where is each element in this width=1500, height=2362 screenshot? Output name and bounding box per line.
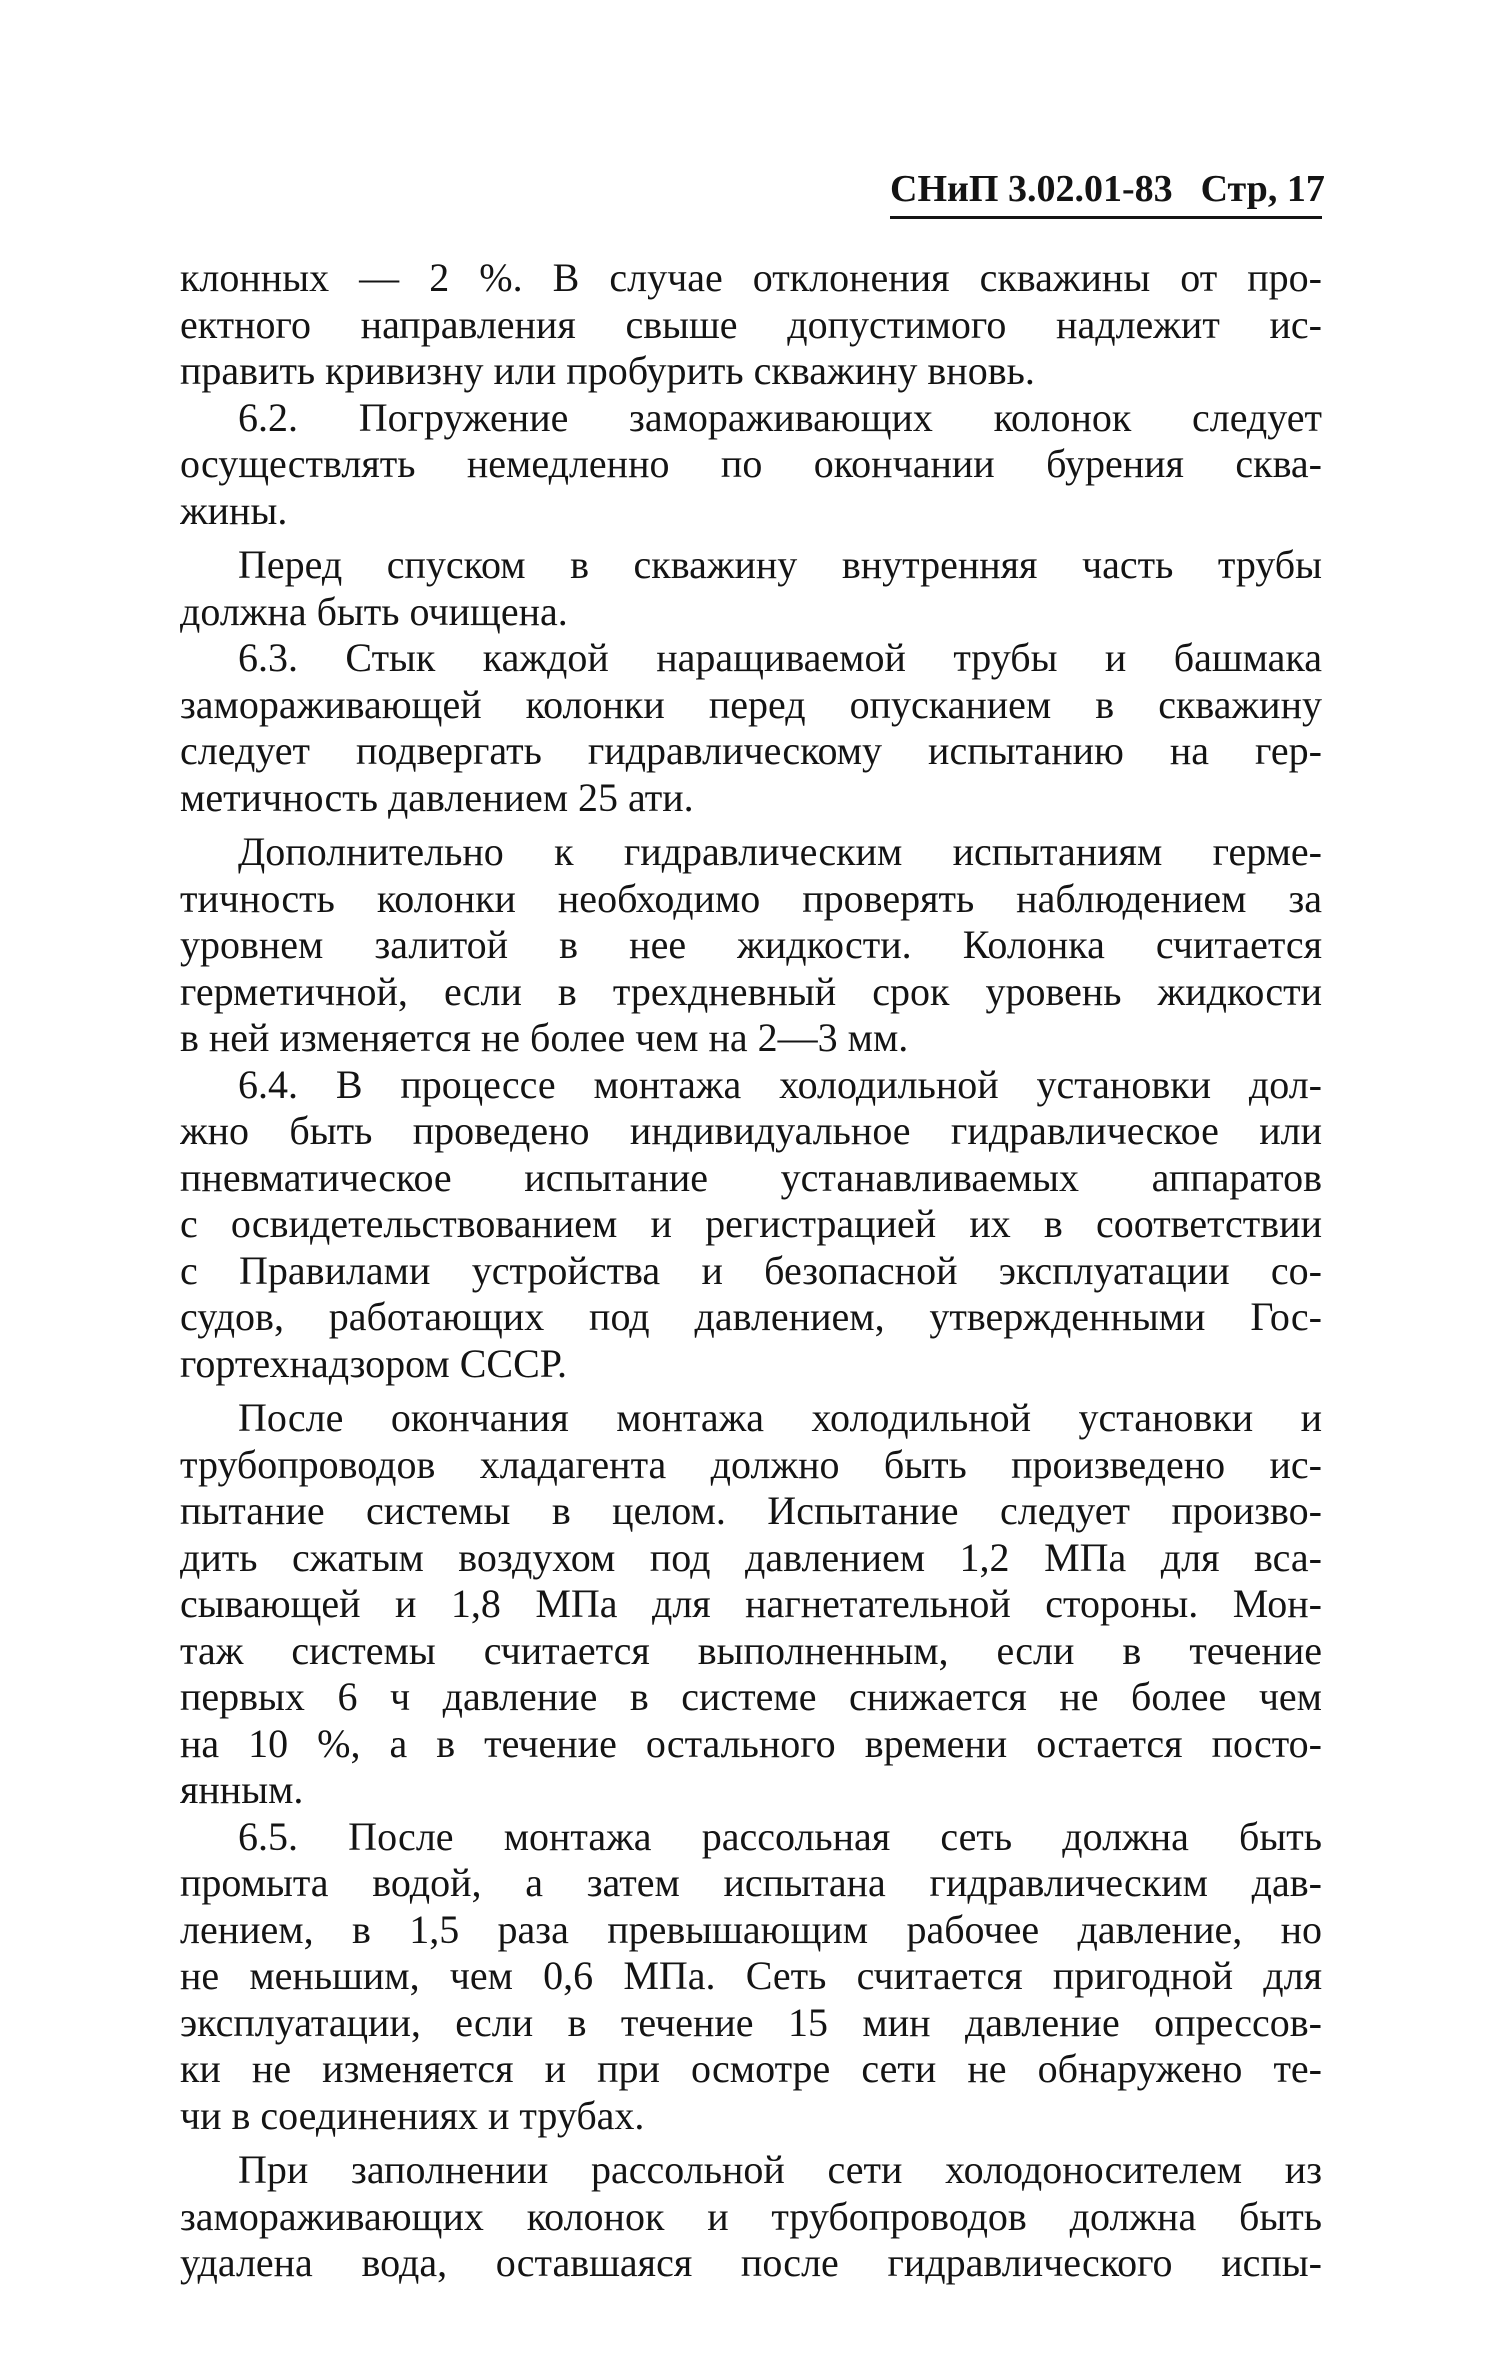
text-line: первых 6 ч давление в системе снижается не более чем bbox=[180, 1674, 1322, 1719]
text-line: жно быть проведено индивидуальное гидравлическое или bbox=[180, 1108, 1322, 1153]
text-line: 6.2. Погружение замораживающих колонок следует bbox=[238, 394, 1322, 440]
text-line: не меньшим, чем 0,6 МПа. Сеть считается пригодной для bbox=[180, 1953, 1322, 1998]
body-text bbox=[180, 255, 1322, 2287]
text-line: должна быть очищена. bbox=[180, 588, 568, 634]
text-line: замораживающей колонки перед опусканием в скважину bbox=[180, 681, 1322, 727]
text-line: янным. bbox=[180, 1767, 304, 1812]
text-line: замораживающих колонок и трубопроводов должна быть bbox=[180, 2193, 1322, 2239]
text-line: 6.5. После монтажа рассольная сеть должна быть bbox=[238, 1813, 1322, 1859]
document-code: СНиП 3.02.01-83 bbox=[890, 168, 1173, 210]
text-line: После окончания монтажа холодильной установки и bbox=[238, 1395, 1322, 1440]
text-line: гортехнадзором СССР. bbox=[180, 1340, 567, 1386]
text-line: 6.4. В процессе монтажа холодильной установки дол- bbox=[238, 1061, 1322, 1107]
text-line: пытание системы в целом. Испытание следует произво- bbox=[180, 1488, 1322, 1533]
text-line: с освидетельствованием и регистрацией их в соответствии bbox=[180, 1201, 1322, 1246]
text-line: удалена вода, оставшаяся после гидравлического испы- bbox=[180, 2240, 1322, 2285]
text-line: сывающей и 1,8 МПа для нагнетательной стороны. Мон- bbox=[180, 1581, 1322, 1626]
text-line: дить сжатым воздухом под давлением 1,2 МПа для вса- bbox=[180, 1534, 1322, 1580]
text-line: ектного направления свыше допустимого надлежит ис- bbox=[180, 301, 1322, 347]
text-line: 6.3. Стык каждой наращиваемой трубы и башмака bbox=[238, 635, 1322, 680]
text-line: метичность давлением 25 ати. bbox=[180, 774, 694, 820]
text-line: уровнем залитой в нее жидкости. Колонка считается bbox=[180, 922, 1322, 967]
text-line: ки не изменяется и при осмотре сети не обнаружено те- bbox=[180, 2046, 1322, 2091]
text-line: тичность колонки необходимо проверять наблюдением за bbox=[180, 875, 1322, 921]
text-line: Перед спуском в скважину внутренняя часть трубы bbox=[238, 542, 1322, 587]
text-line: промыта водой, а затем испытана гидравлическим дав- bbox=[180, 1860, 1322, 1905]
text-line: таж системы считается выполненным, если в течение bbox=[180, 1627, 1322, 1673]
text-line: эксплуатации, если в течение 15 мин давление опрессов- bbox=[180, 1999, 1322, 2045]
text-line: При заполнении рассольной сети холодоносителем из bbox=[238, 2147, 1322, 2192]
running-header bbox=[890, 162, 1325, 219]
text-line: судов, работающих под давлением, утвержденными Гос- bbox=[180, 1294, 1322, 1339]
text-line: в ней изменяется не более чем на 2—3 мм. bbox=[180, 1015, 909, 1060]
text-line: на 10 %, а в течение остального времени остается посто- bbox=[180, 1720, 1322, 1766]
text-line: трубопроводов хладагента должно быть произведено ис- bbox=[180, 1441, 1322, 1487]
text-line: следует подвергать гидравлическому испытанию на гер- bbox=[180, 728, 1322, 773]
text-line: Дополнительно к гидравлическим испытаниям герме- bbox=[238, 829, 1322, 874]
text-line: жины. bbox=[180, 487, 288, 533]
page-number: Стр, 17 bbox=[1200, 168, 1325, 210]
text-line: герметичной, если в трехдневный срок уровень жидкости bbox=[180, 968, 1322, 1014]
text-line: с Правилами устройства и безопасной эксплуатации со- bbox=[180, 1247, 1322, 1293]
text-line: чи в соединениях и трубах. bbox=[180, 2092, 645, 2138]
text-line: пневматическое испытание устанавливаемых аппаратов bbox=[180, 1154, 1322, 1200]
text-line: править кривизну или пробурить скважину вновь. bbox=[180, 348, 1035, 393]
text-line: клонных — 2 %. В случае отклонения скважины от про- bbox=[180, 255, 1322, 300]
text-line: лением, в 1,5 раза превышающим рабочее давление, но bbox=[180, 1906, 1322, 1952]
text-line: осуществлять немедленно по окончании бурения сква- bbox=[180, 441, 1322, 486]
